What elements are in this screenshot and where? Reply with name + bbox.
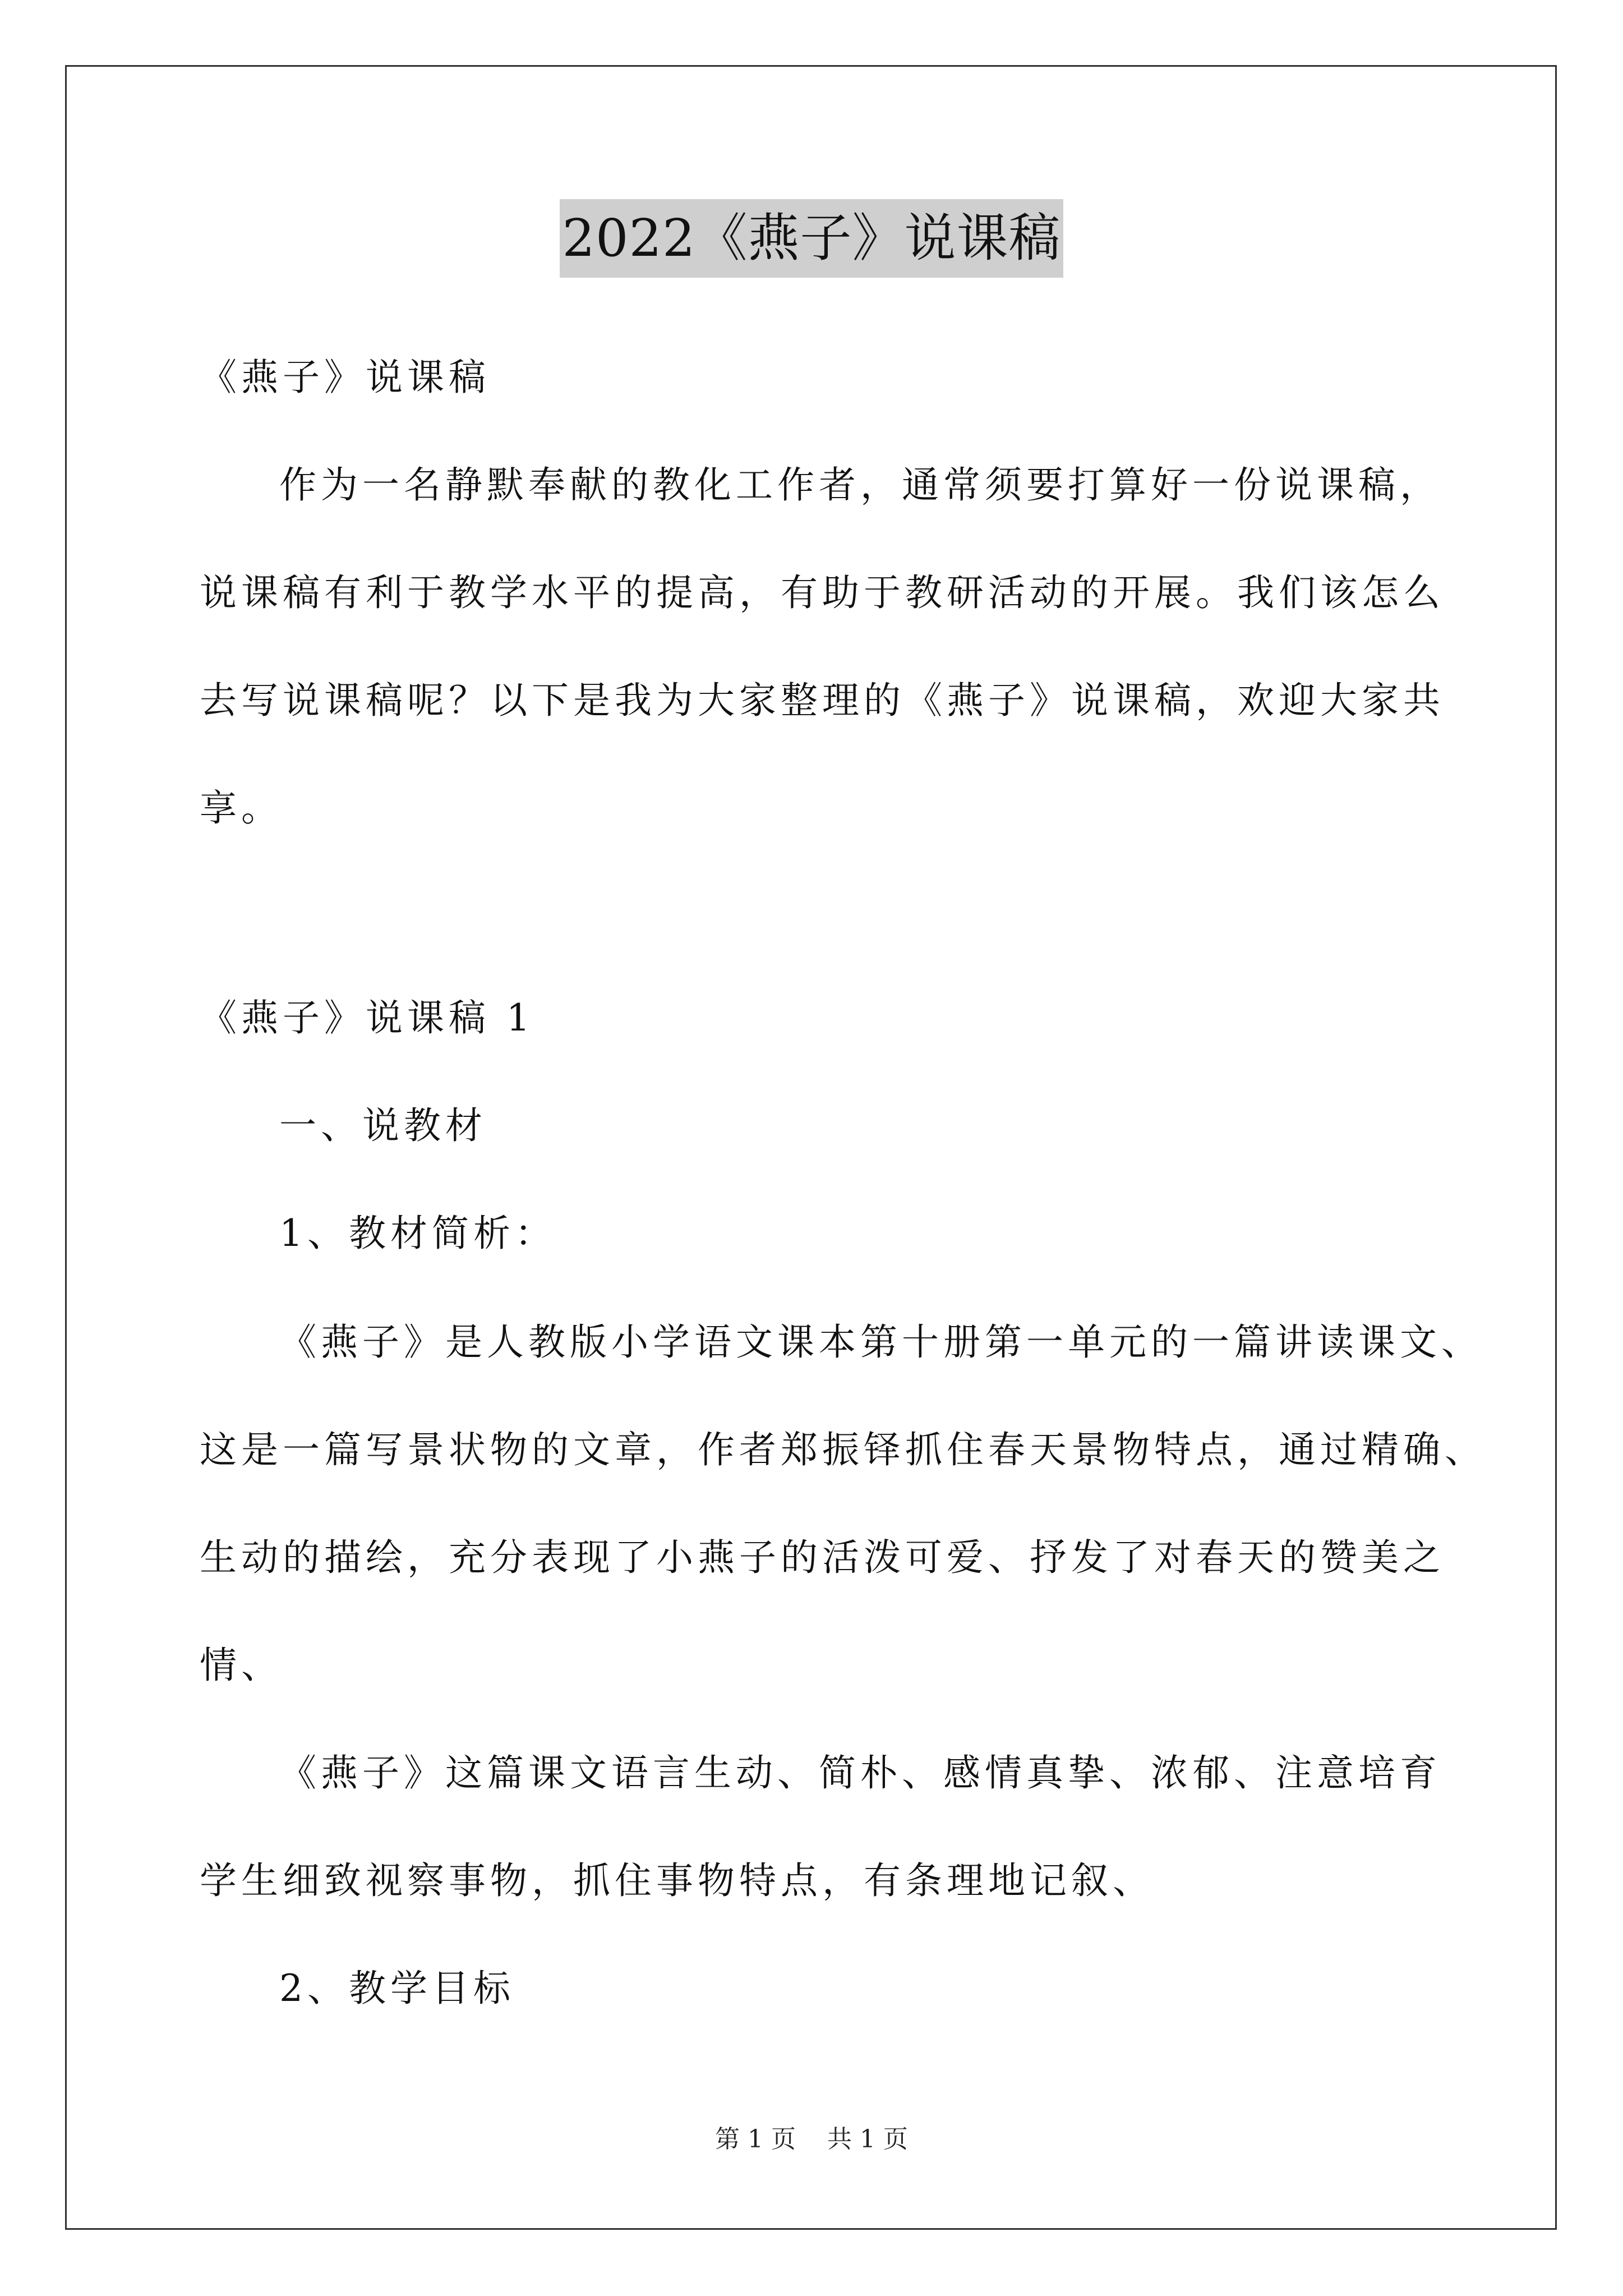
body-line: 学生细致视察事物，抓住事物特点，有条理地记叙、 bbox=[200, 1859, 1154, 1902]
intro-line: 说课稿有利于教学水平的提高，有助于教研活动的开展。我们该怎么 bbox=[200, 571, 1445, 614]
intro-line: 去写说课稿呢？以下是我为大家整理的《燕子》说课稿，欢迎大家共 bbox=[200, 679, 1445, 722]
document-title: 2022《燕子》说课稿 bbox=[560, 199, 1063, 278]
body-line: 《燕子》是人教版小学语文课本第十册第一单元的一篇讲读课文、 bbox=[279, 1320, 1483, 1364]
subheading: 1、教材简析： bbox=[279, 1212, 556, 1255]
body-line: 这是一篇写景状物的文章，作者郑振铎抓住春天景物特点，通过精确、 bbox=[200, 1428, 1486, 1471]
intro-line: 作为一名静默奉献的教化工作者，通常须要打算好一份说课稿， bbox=[279, 463, 1441, 507]
page-footer bbox=[0, 2127, 1623, 2152]
intro-line: 享。 bbox=[200, 786, 283, 830]
section-heading: 《燕子》说课稿 1 bbox=[200, 996, 534, 1039]
body-line: 生动的描绘，充分表现了小燕子的活泼可爱、抒发了对春天的赞美之 bbox=[200, 1536, 1445, 1579]
subheading: 一、说教材 bbox=[279, 1104, 487, 1147]
body-line: 《燕子》这篇课文语言生动、简朴、感情真挚、浓郁、注意培育 bbox=[279, 1751, 1441, 1795]
section-heading: 《燕子》说课稿 bbox=[200, 356, 490, 399]
body-line: 情、 bbox=[200, 1644, 283, 1687]
page-number: 第 1 页 bbox=[715, 2125, 796, 2154]
subheading: 2、教学目标 bbox=[279, 1967, 515, 2010]
title-wrap bbox=[0, 199, 1623, 278]
page-total: 共 1 页 bbox=[827, 2125, 908, 2154]
